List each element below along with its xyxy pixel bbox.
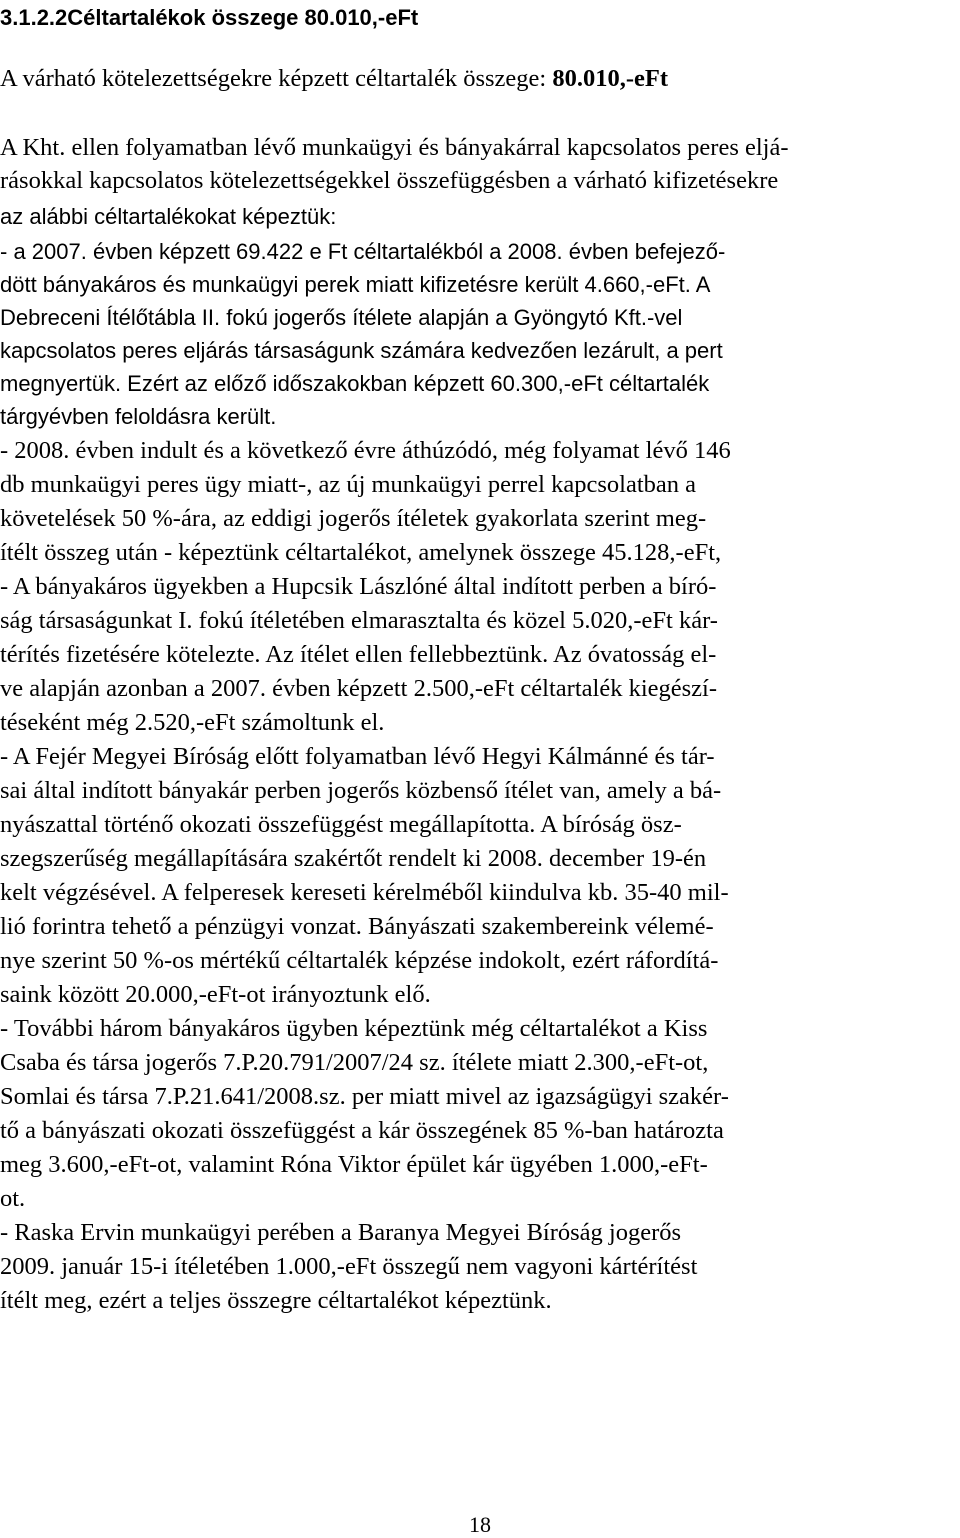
text-line: - Raska Ervin munkaügyi perében a Baranya Megyei Bíróság jogerős (0, 1219, 682, 1246)
text-line: térítés fizetésére kötelezte. Az ítélet ellen fellebbeztünk. Az óvatosság el- (0, 641, 717, 668)
text-line: téseként még 2.520,-eFt számoltunk el. (0, 709, 385, 736)
text-line: ítélt meg, ezért a teljes összegre céltartalékot képeztünk. (0, 1287, 552, 1314)
text-line: - A Fejér Megyei Bíróság előtt folyamatban lévő Hegyi Kálmánné és tár- (0, 743, 715, 770)
page-number: 18 (469, 1512, 491, 1537)
text-line: rásokkal kapcsolatos kötelezettségekkel összefüggésben a várható kifizetésekre (0, 167, 779, 194)
section-heading (0, 3, 418, 33)
text-line: 2009. január 15-i ítéletében 1.000,-eFt összegű nem vagyoni kártérítést (0, 1253, 698, 1280)
text-line: tárgyévben feloldásra került. (0, 404, 277, 429)
text-line: - További három bányakáros ügyben képeztünk még céltartalékot a Kiss (0, 1015, 708, 1042)
text-line: Somlai és társa 7.P.21.641/2008.sz. per miatt mivel az igazságügyi szakér- (0, 1083, 729, 1110)
text-line: lió forintra tehető a pénzügyi vonzat. Bányászati szakembereink vélemé- (0, 913, 714, 940)
text-line: - A bányakáros ügyekben a Hupcsik Lászlóné által indított perben a bíró- (0, 573, 717, 600)
text-line: követelések 50 %-ára, az eddigi jogerős ítéletek gyakorlata szerint meg- (0, 505, 707, 532)
text-line: nye szerint 50 %-os mértékű céltartalék képzése indokolt, ezért ráfordítá- (0, 947, 719, 974)
text-line: A Kht. ellen folyamatban lévő munkaügyi és bányakárral kapcsolatos peres eljá- (0, 134, 789, 161)
text-line: Csaba és társa jogerős 7.P.20.791/2007/24 sz. ítélete miatt 2.300,-eFt-ot, (0, 1049, 709, 1076)
text-line: tő a bányászati okozati összefüggést a kár összegének 85 %-ban határozta (0, 1117, 724, 1144)
summary-text: A várható kötelezettségekre képzett céltartalék összege: (0, 65, 553, 92)
text-line: meg 3.600,-eFt-ot, valamint Róna Viktor épület kár ügyében 1.000,-eFt- (0, 1151, 708, 1178)
text-line: ve alapján azonban a 2007. évben képzett 2.500,-eFt céltartalék kiegészí- (0, 675, 717, 702)
text-line: szegszerűség megállapítására szakértőt rendelt ki 2008. december 19-én (0, 845, 707, 872)
text-line: ot. (0, 1185, 26, 1212)
text-line: ítélt összeg után - képeztünk céltartalékot, amelynek összege 45.128,-eFt, (0, 539, 722, 566)
section-number: 3.1.2.2 (0, 5, 68, 30)
text-line: kapcsolatos peres eljárás társaságunk számára kedvezően lezárult, a pert (0, 338, 723, 363)
text-line: az alábbi céltartalékokat képeztük: (0, 204, 337, 229)
summary-line (0, 64, 668, 94)
text-line: ság társaságunkat I. fokú ítéletében elmarasztalta és közel 5.020,-eFt kár- (0, 607, 718, 634)
text-line: nyászattal történő okozati összefüggést megállapította. A bíróság ösz- (0, 811, 682, 838)
text-line: megnyertük. Ezért az előző időszakokban képzett 60.300,-eFt céltartalék (0, 371, 710, 396)
text-line: db munkaügyi peres ügy miatt-, az új munkaügyi perrel kapcsolatban a (0, 471, 697, 498)
text-line: saink között 20.000,-eFt-ot irányoztunk elő. (0, 981, 431, 1008)
text-line: sai által indított bányakár perben jogerős közbenső ítélet van, amely a bá- (0, 777, 722, 804)
text-line: - a 2007. évben képzett 69.422 e Ft céltartalékból a 2008. évben befejező- (0, 239, 726, 264)
section-title: Céltartalékok összege 80.010,-eFt (67, 5, 419, 30)
text-line: Debreceni Ítélőtábla II. fokú jogerős ítélete alapján a Gyöngytó Kft.-vel (0, 305, 683, 330)
text-line: dött bányakáros és munkaügyi perek miatt kifizetésre került 4.660,-eFt. A (0, 272, 711, 297)
summary-amount: 80.010,-eFt (552, 65, 669, 92)
text-line: kelt végzésével. A felperesek kereseti kérelméből kiindulva kb. 35-40 mil- (0, 879, 729, 906)
text-line: - 2008. évben indult és a következő évre áthúzódó, még folyamat lévő 146 (0, 437, 731, 464)
